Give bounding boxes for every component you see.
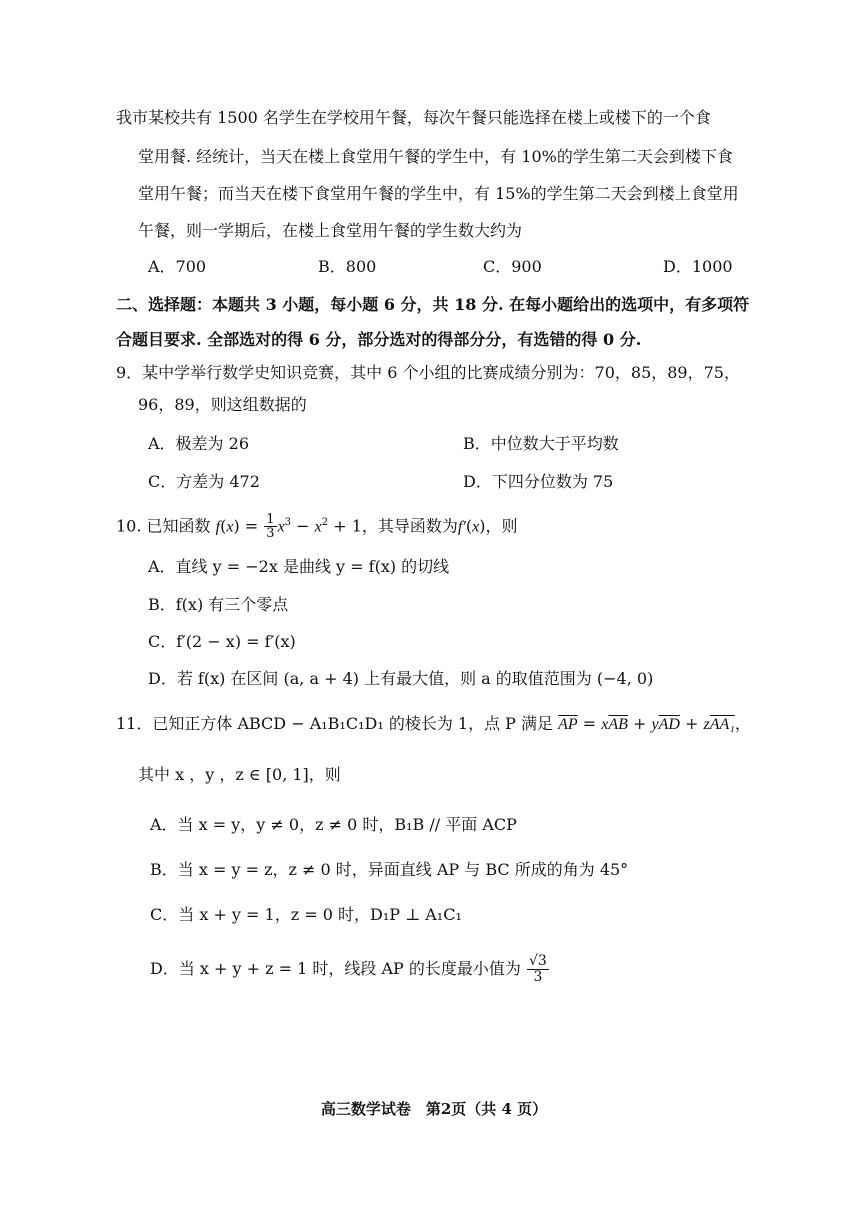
q8-line4: 午餐，则一学期后，在楼上食堂用午餐的学生数大约为 [138, 221, 523, 240]
q9-option-b: B．中位数大于平均数 [463, 434, 619, 453]
q10-option-c: C．f′(2 − x) = f′(x) [148, 632, 296, 651]
q11-option-b: B．当 x = y = z，z ≠ 0 时，异面直线 AP 与 BC 所成的角为 45° [150, 860, 629, 879]
vector-ap: $\overline{AP}$ [558, 716, 578, 733]
q8-line1: 我市某校共有 1500 名学生在学校用午餐，每次午餐只能选择在楼上或楼下的一个食 [116, 108, 711, 127]
q11-line2: 其中 x ，y ，z ∈ [0, 1]，则 [138, 765, 341, 784]
q10-option-a: A．直线 y = −2x 是曲线 y = f(x) 的切线 [148, 557, 450, 576]
q10-stem: 10. 已知函数 f(x) = $\frac{1}{3}$ $x^3 - x^2 + 1$，其导函数为f′(x)，则 [116, 512, 518, 542]
q8-option-a: A．700 [148, 257, 207, 276]
q9-line1: 9．某中学举行数学史知识竞赛，其中 6 个小组的比赛成绩分别为：70，85，89，75， [116, 363, 740, 382]
q11-option-d: D．当 x + y + z = 1 时，线段 AP 的长度最小值为 $\frac{√3}{3}$ [150, 953, 547, 985]
q9-line2: 96，89，则这组数据的 [138, 395, 307, 414]
sqrt3-over-3-fraction: $\frac{√3}{3}$ [529, 953, 547, 985]
q11-option-c: C．当 x + y = 1，z = 0 时，D₁P ⊥ A₁C₁ [150, 905, 462, 924]
q8-line2: 堂用餐. 经统计，当天在楼上食堂用午餐的学生中，有 10%的学生第二天会到楼下食 [138, 147, 733, 166]
q8-option-c: C．900 [483, 257, 542, 276]
q11-stem: 11．已知正方体 ABCD − A₁B₁C₁D₁ 的棱长为 1，点 P 满足 $\overline{AP} = x\overline{AB} + y\overline{AD} + zAA_1$， [116, 714, 751, 733]
section2-line2: 合题目要求. 全部选对的得 6 分，部分选对的得部分分，有选错的得 0 分. [116, 330, 642, 349]
section2-line1: 二、选择题：本题共 3 小题，每小题 6 分，共 18 分. 在每小题给出的选项中，有多项符 [116, 295, 750, 314]
q9-option-a: A．极差为 26 [148, 434, 250, 453]
one-third-fraction: $\frac{1}{3}$ [266, 512, 275, 542]
q8-option-b: B．800 [318, 257, 377, 276]
q11-option-a: A．当 x = y，y ≠ 0，z ≠ 0 时，B₁B // 平面 ACP [150, 815, 517, 834]
page-footer: 高三数学试卷 第2页（共 4 页） [320, 1100, 548, 1118]
q9-option-d: D．下四分位数为 75 [463, 472, 614, 491]
q10-function-formula: f [215, 518, 221, 536]
q8-line3: 堂用午餐；而当天在楼下食堂用午餐的学生中，有 15%的学生第二天会到楼上食堂用 [138, 184, 739, 203]
q10-option-d: D．若 f(x) 在区间 (a, a + 4) 上有最大值，则 a 的取值范围为 (−4, 0) [148, 669, 654, 688]
q10-option-b: B．f(x) 有三个零点 [148, 595, 289, 614]
q8-option-d: D．1000 [663, 257, 733, 276]
q9-option-c: C．方差为 472 [148, 472, 260, 491]
